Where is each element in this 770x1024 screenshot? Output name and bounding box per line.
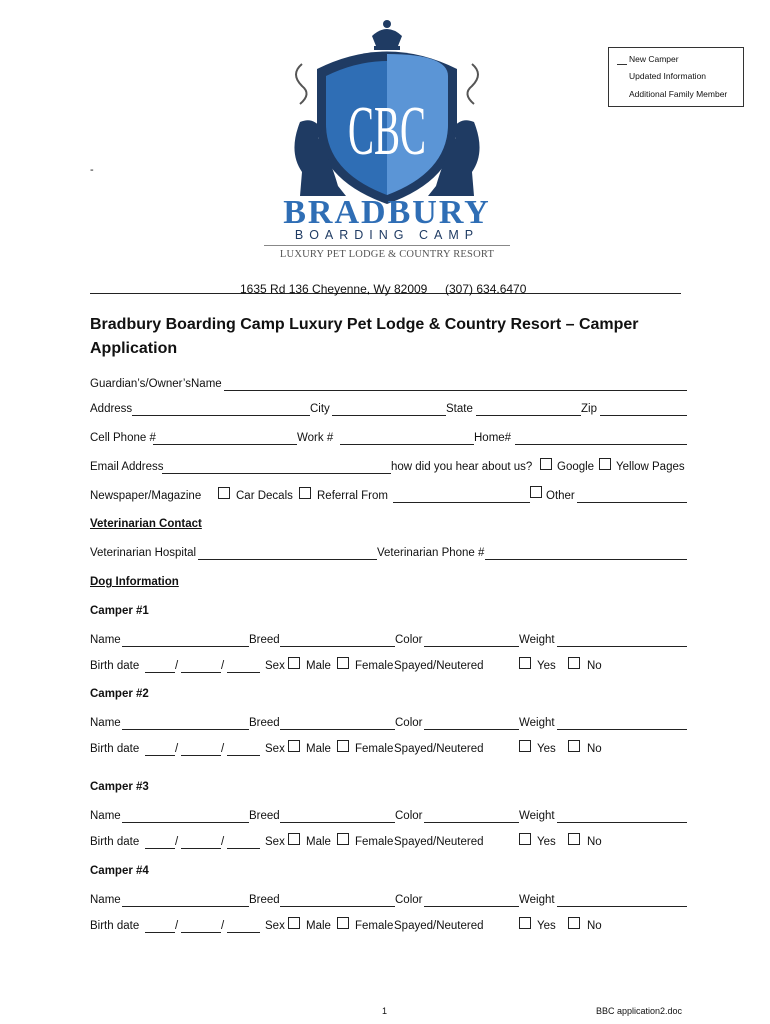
guardian-name-field[interactable] — [224, 390, 687, 391]
camper-title: Camper #1 — [90, 605, 149, 617]
page-title-line2: Application — [90, 340, 178, 357]
spayed-no-checkbox[interactable] — [568, 833, 580, 845]
female-label: Female — [355, 920, 394, 932]
birth-date-label: Birth date — [90, 920, 140, 932]
date-slash: / — [221, 743, 225, 755]
spayed-no-checkbox[interactable] — [568, 657, 580, 669]
state-field[interactable] — [476, 415, 581, 416]
male-label: Male — [306, 920, 331, 932]
referral-checkbox[interactable] — [299, 487, 311, 499]
city-field[interactable] — [332, 415, 446, 416]
work-phone-field[interactable] — [340, 444, 474, 445]
camper-name-field[interactable] — [122, 729, 249, 730]
camper-breed-label: Breed — [249, 634, 280, 646]
sex-label: Sex — [265, 660, 285, 672]
female-checkbox[interactable] — [337, 740, 349, 752]
spayed-no-checkbox[interactable] — [568, 917, 580, 929]
logo — [262, 14, 512, 264]
camper-weight-field[interactable] — [557, 822, 687, 823]
home-phone-label: Home# — [474, 432, 512, 444]
guardian-name-label: Guardian’s/Owner’sName — [90, 378, 222, 390]
birth-year-field[interactable] — [227, 755, 260, 756]
male-label: Male — [306, 743, 331, 755]
camper-title: Camper #4 — [90, 865, 149, 877]
female-label: Female — [355, 660, 394, 672]
logo-monogram: CBC — [348, 93, 426, 170]
camper-color-label: Color — [395, 810, 423, 822]
other-checkbox[interactable] — [530, 486, 542, 498]
email-field[interactable] — [162, 473, 391, 474]
female-label: Female — [355, 743, 394, 755]
female-checkbox[interactable] — [337, 657, 349, 669]
date-slash: / — [175, 743, 179, 755]
address-field[interactable] — [132, 415, 310, 416]
camper-name-field[interactable] — [122, 906, 249, 907]
home-phone-field[interactable] — [515, 444, 687, 445]
camper-breed-label: Breed — [249, 894, 280, 906]
camper-weight-label: Weight — [519, 894, 555, 906]
female-checkbox[interactable] — [337, 833, 349, 845]
zip-field[interactable] — [600, 415, 687, 416]
sex-label: Sex — [265, 743, 285, 755]
camper-weight-label: Weight — [519, 717, 555, 729]
sex-label: Sex — [265, 836, 285, 848]
camper-color-label: Color — [395, 894, 423, 906]
date-slash: / — [175, 660, 179, 672]
female-label: Female — [355, 836, 394, 848]
page-number: 1 — [382, 1006, 388, 1016]
zip-label: Zip — [581, 403, 597, 415]
camper-weight-label: Weight — [519, 810, 555, 822]
logo-tagline: LUXURY PET LODGE & COUNTRY RESORT — [279, 249, 495, 260]
spayed-yes-label: Yes — [537, 836, 556, 848]
spayed-yes-label: Yes — [537, 920, 556, 932]
camper-breed-label: Breed — [249, 717, 280, 729]
male-label: Male — [306, 836, 331, 848]
birth-day-field[interactable] — [181, 672, 221, 673]
date-slash: / — [175, 920, 179, 932]
camper-name-label: Name — [90, 894, 121, 906]
logo-rule — [264, 245, 510, 246]
email-label: Email Address — [90, 461, 164, 473]
spayed-label: Spayed/Neutered — [394, 836, 484, 848]
spayed-label: Spayed/Neutered — [394, 743, 484, 755]
yellow-pages-label: Yellow Pages — [616, 461, 685, 473]
vet-phone-label: Veterinarian Phone # — [377, 547, 485, 559]
vet-heading: Veterinarian Contact — [90, 518, 202, 530]
camper-color-field[interactable] — [424, 906, 519, 907]
additional-member-label: Additional Family Member — [629, 89, 728, 99]
birth-day-field[interactable] — [181, 755, 221, 756]
date-slash: / — [221, 920, 225, 932]
spayed-label: Spayed/Neutered — [394, 920, 484, 932]
birth-month-field[interactable] — [145, 932, 175, 933]
camper-color-label: Color — [395, 717, 423, 729]
other-field[interactable] — [577, 502, 687, 503]
spayed-yes-checkbox[interactable] — [519, 740, 531, 752]
referral-field[interactable] — [393, 502, 530, 503]
birth-month-field[interactable] — [145, 755, 175, 756]
new-camper-label: New Camper — [629, 54, 679, 64]
camper-name-field[interactable] — [122, 822, 249, 823]
stray-dash: - — [90, 164, 94, 176]
camper-color-field[interactable] — [424, 646, 519, 647]
work-phone-label: Work # — [297, 432, 334, 444]
birth-day-field[interactable] — [181, 848, 221, 849]
logo-subtitle: BOARDING CAMP — [294, 228, 480, 242]
camper-title: Camper #3 — [90, 781, 149, 793]
newspaper-label: Newspaper/Magazine — [90, 490, 202, 502]
spayed-no-label: No — [587, 743, 602, 755]
vet-phone-field[interactable] — [485, 559, 687, 560]
camper-weight-label: Weight — [519, 634, 555, 646]
birth-date-label: Birth date — [90, 660, 140, 672]
resort-address: 1635 Rd 136 Cheyenne, Wy 82009 — [240, 282, 428, 296]
female-checkbox[interactable] — [337, 917, 349, 929]
yellow-pages-checkbox[interactable] — [599, 458, 611, 470]
referral-label: Referral From — [317, 490, 388, 502]
birth-day-field[interactable] — [181, 932, 221, 933]
male-checkbox[interactable] — [288, 833, 300, 845]
camper-block-3 — [0, 781, 770, 871]
male-checkbox[interactable] — [288, 657, 300, 669]
google-checkbox[interactable] — [540, 458, 552, 470]
camper-color-field[interactable] — [424, 822, 519, 823]
camper-breed-label: Breed — [249, 810, 280, 822]
resort-phone: (307) 634.6470 — [445, 282, 527, 296]
spayed-no-label: No — [587, 660, 602, 672]
address-label: Address — [90, 403, 133, 415]
male-checkbox[interactable] — [288, 740, 300, 752]
camper-name-label: Name — [90, 634, 121, 646]
file-name: BBC application2.doc — [596, 1006, 683, 1016]
date-slash: / — [221, 836, 225, 848]
sex-label: Sex — [265, 920, 285, 932]
car-decals-checkbox[interactable] — [218, 487, 230, 499]
spayed-no-label: No — [587, 920, 602, 932]
spayed-yes-checkbox[interactable] — [519, 833, 531, 845]
male-label: Male — [306, 660, 331, 672]
camper-name-field[interactable] — [122, 646, 249, 647]
state-label: State — [446, 403, 473, 415]
camper-block-4 — [0, 865, 770, 955]
city-label: City — [310, 403, 330, 415]
spayed-yes-checkbox[interactable] — [519, 657, 531, 669]
logo-name: BRADBURY — [283, 194, 491, 231]
status-box — [608, 47, 744, 107]
updated-info-label: Updated Information — [629, 71, 707, 81]
birth-year-field[interactable] — [227, 672, 260, 673]
camper-weight-field[interactable] — [557, 729, 687, 730]
camper-name-label: Name — [90, 717, 121, 729]
male-checkbox[interactable] — [288, 917, 300, 929]
camper-weight-field[interactable] — [557, 906, 687, 907]
camper-color-field[interactable] — [424, 729, 519, 730]
birth-month-field[interactable] — [145, 672, 175, 673]
camper-name-label: Name — [90, 810, 121, 822]
vet-hospital-label: Veterinarian Hospital — [90, 547, 197, 559]
camper-breed-field[interactable] — [280, 729, 395, 730]
birth-year-field[interactable] — [227, 932, 260, 933]
spayed-yes-label: Yes — [537, 660, 556, 672]
birth-date-label: Birth date — [90, 836, 140, 848]
vet-hospital-field[interactable] — [198, 559, 377, 560]
spayed-yes-label: Yes — [537, 743, 556, 755]
page-title-line1: Bradbury Boarding Camp Luxury Pet Lodge & Country Resort – Camper — [90, 316, 639, 333]
hear-about-label: how did you hear about us? — [391, 461, 533, 473]
camper-block-1 — [0, 605, 770, 695]
cell-phone-label: Cell Phone # — [90, 432, 156, 444]
camper-title: Camper #2 — [90, 688, 149, 700]
camper-weight-field[interactable] — [557, 646, 687, 647]
new-camper-blank[interactable] — [617, 64, 627, 65]
camper-breed-field[interactable] — [280, 906, 395, 907]
other-label: Other — [546, 490, 575, 502]
google-label: Google — [557, 461, 595, 473]
spayed-yes-checkbox[interactable] — [519, 917, 531, 929]
car-decals-label: Car Decals — [236, 490, 293, 502]
camper-breed-field[interactable] — [280, 646, 395, 647]
spayed-label: Spayed/Neutered — [394, 660, 484, 672]
camper-block-2 — [0, 688, 770, 778]
birth-date-label: Birth date — [90, 743, 140, 755]
spayed-no-checkbox[interactable] — [568, 740, 580, 752]
birth-year-field[interactable] — [227, 848, 260, 849]
camper-breed-field[interactable] — [280, 822, 395, 823]
camper-color-label: Color — [395, 634, 423, 646]
date-slash: / — [175, 836, 179, 848]
dog-info-heading: Dog Information — [90, 576, 179, 588]
cell-phone-field[interactable] — [153, 444, 297, 445]
date-slash: / — [221, 660, 225, 672]
spayed-no-label: No — [587, 836, 602, 848]
birth-month-field[interactable] — [145, 848, 175, 849]
